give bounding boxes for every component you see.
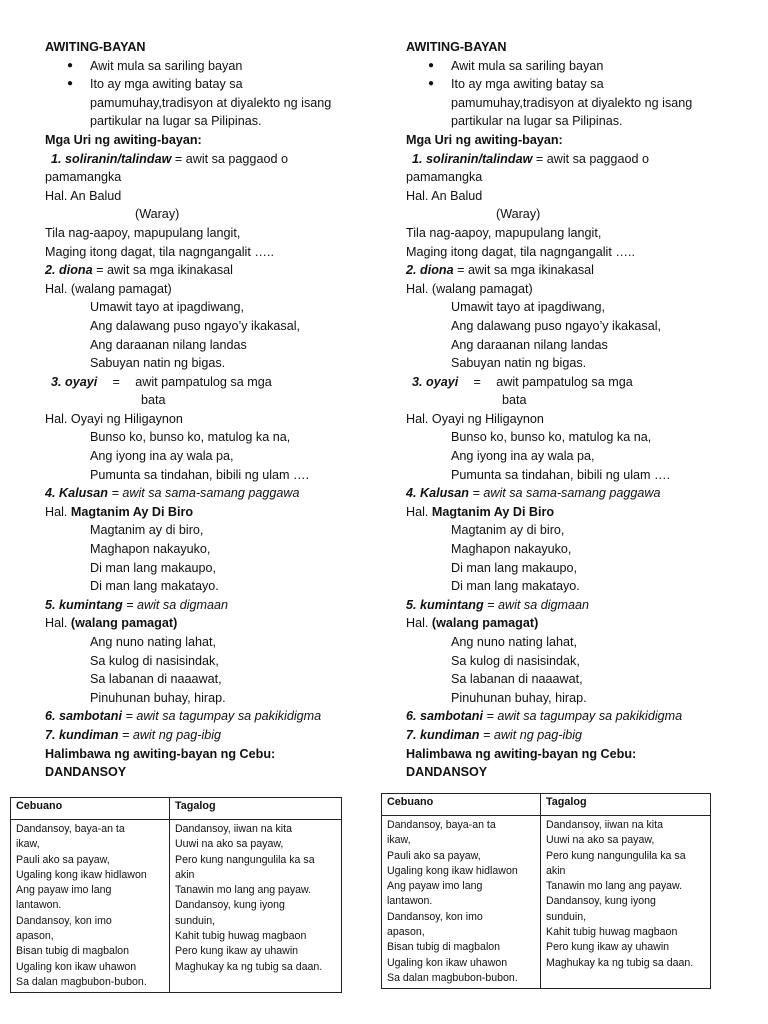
type-2-lyrics bbox=[45, 298, 385, 372]
song-table bbox=[381, 793, 711, 989]
lyric-line: Ang daraanan nilang landas bbox=[90, 337, 247, 352]
table-cell-line: Pauli ako sa payaw, bbox=[16, 853, 110, 866]
type-1-def-cont: pamamangka bbox=[406, 170, 483, 185]
type-1-example: Hal. An Balud bbox=[406, 188, 483, 203]
tagalog-lyrics-cell bbox=[541, 816, 711, 989]
table-cell-line: Dandansoy, kung iyong bbox=[175, 899, 285, 912]
type-2-lyrics bbox=[406, 298, 746, 372]
lyric-line: Sa labanan di naaawat, bbox=[451, 672, 583, 687]
type-4-example: Hal. Magtanim Ay Di Biro bbox=[45, 504, 194, 519]
table-cell-line: Ugaling kong ikaw hidlawon bbox=[16, 868, 147, 881]
table-cell-line: Dandansoy, iiwan na kita bbox=[175, 823, 292, 835]
lyric-line: Di man lang makatayo. bbox=[451, 579, 580, 594]
table-cell-line: sunduin, bbox=[175, 914, 216, 927]
table-cell-line: ikaw, bbox=[16, 838, 40, 851]
lyric-line: Tila nag-aapoy, mapupulang langit, bbox=[45, 225, 241, 240]
type-3-example: Hal. Oyayi ng Hiligaynon bbox=[406, 411, 544, 426]
lyric-line: Di man lang makaupo, bbox=[90, 560, 217, 575]
type-5-lyrics bbox=[406, 633, 746, 707]
type-6: 6. sambotani = awit sa tagumpay sa pakikidigma bbox=[406, 709, 683, 724]
lyric-line: Sabuyan natin ng bigas. bbox=[451, 356, 587, 371]
table-cell-line: apason, bbox=[387, 926, 425, 939]
lyric-line: Maghapon nakayuko, bbox=[90, 542, 211, 557]
type-4-lyrics bbox=[406, 521, 746, 595]
table-cell-line: Uuwi na ako sa payaw, bbox=[546, 834, 655, 847]
song-title: DANDANSOY bbox=[406, 765, 488, 780]
table-cell-line: akin bbox=[546, 864, 566, 877]
bullet-icon: ● bbox=[67, 59, 74, 71]
table-cell-line: Ang payaw imo lang bbox=[16, 884, 112, 897]
table-cell-line: Ugaling kon ikaw uhawon bbox=[16, 960, 137, 973]
table-cell-line: Tanawin mo lang ang payaw. bbox=[546, 880, 683, 893]
lyric-line: Sa labanan di naaawat, bbox=[90, 672, 222, 687]
type-4: 4. Kalusan = awit sa sama-samang paggawa bbox=[406, 486, 661, 501]
table-cell-line: Pero kung nangungulila ka sa bbox=[175, 853, 315, 866]
table-cell-line: Maghukay ka ng tubig sa daan. bbox=[546, 956, 694, 969]
doc-title: AWITING-BAYAN bbox=[45, 40, 146, 54]
type-1-def-cont: pamamangka bbox=[45, 170, 122, 185]
type-3-lyrics bbox=[45, 428, 385, 484]
cebuano-lyrics-cell bbox=[11, 820, 170, 993]
lyric-line: Tila nag-aapoy, mapupulang langit, bbox=[406, 225, 602, 240]
lyric-line: Ang nuno nating lahat, bbox=[90, 635, 217, 649]
type-2: 2. diona = awit sa mga ikinakasal bbox=[406, 263, 594, 278]
type-5: 5. kumintang = awit sa digmaan bbox=[45, 597, 229, 612]
header-tagalog: Tagalog bbox=[541, 794, 711, 816]
lyric-line: Magtanim ay di biro, bbox=[90, 523, 204, 538]
bullet-icon: ● bbox=[67, 78, 74, 90]
lyric-line: Sabuyan natin ng bigas. bbox=[90, 356, 226, 371]
lyric-line: Ang daraanan nilang landas bbox=[451, 337, 608, 352]
type-6: 6. sambotani = awit sa tagumpay sa pakikidigma bbox=[45, 709, 322, 724]
lyric-line: Pinuhunan buhay, hirap. bbox=[90, 690, 226, 705]
lyric-line: Ang dalawang puso ngayo’y ikakasal, bbox=[90, 318, 301, 333]
cebuano-lyrics-cell bbox=[382, 816, 541, 989]
header-cebuano: Cebuano bbox=[382, 794, 541, 816]
table-cell-line: Sa dalan magbubon-bubon. bbox=[16, 975, 147, 988]
type-4-lyrics bbox=[45, 521, 385, 595]
bullet-item: ● Ito ay mga awiting batay sa bbox=[406, 75, 746, 94]
table-cell-line: Ugaling kon ikaw uhawon bbox=[387, 956, 508, 969]
cebu-heading: Halimbawa ng awiting-bayan ng Cebu: bbox=[45, 746, 276, 761]
lyric-line: Ang iyong ina ay wala pa, bbox=[451, 449, 595, 464]
bullet-icon: ● bbox=[428, 78, 435, 90]
lyric-line: Di man lang makaupo, bbox=[451, 560, 578, 575]
header-tagalog: Tagalog bbox=[170, 798, 342, 820]
table-cell-line: Dandansoy, kon imo bbox=[387, 910, 483, 923]
table-row bbox=[11, 820, 342, 993]
lyric-line: Ang nuno nating lahat, bbox=[451, 635, 578, 649]
table-cell-line: Bisan tubig di magbalon bbox=[387, 941, 501, 954]
table-cell-line: Sa dalan magbubon-bubon. bbox=[387, 971, 518, 984]
type-3-def-cont: bata bbox=[502, 393, 527, 408]
table-cell-line: Pero kung nangungulila ka sa bbox=[546, 849, 686, 862]
bullet-continuation: partikular na lugar sa Pilipinas. bbox=[90, 114, 262, 129]
type-4: 4. Kalusan = awit sa sama-samang paggawa bbox=[45, 486, 300, 501]
type-1-language: (Waray) bbox=[496, 207, 541, 222]
type-3: 3. oyayi = awit pampatulog sa mga bbox=[412, 374, 633, 389]
bullet-continuation: partikular na lugar sa Pilipinas. bbox=[451, 114, 623, 129]
type-3-lyrics bbox=[406, 428, 746, 484]
table-cell-line: Dandansoy, kung iyong bbox=[546, 895, 656, 908]
table-cell-line: Dandansoy, iiwan na kita bbox=[546, 819, 663, 831]
type-7: 7. kundiman = awit ng pag-ibig bbox=[45, 727, 222, 742]
table-header-row bbox=[382, 794, 711, 816]
type-2-example: Hal. (walang pamagat) bbox=[45, 281, 172, 296]
table-cell-line: Kahit tubig huwag magbaon bbox=[175, 930, 307, 943]
bullet-icon: ● bbox=[428, 59, 435, 71]
table-cell-line: Ang payaw imo lang bbox=[387, 880, 483, 893]
lyric-line: Sa kulog di nasisindak, bbox=[90, 653, 219, 668]
table-cell-line: akin bbox=[175, 868, 195, 881]
bullet-item: ● Ito ay mga awiting batay sa bbox=[45, 75, 385, 94]
bullet-continuation: pamumuhay,tradisyon at diyalekto ng isang bbox=[451, 95, 693, 110]
lyric-line: Maging itong dagat, tila nagngangalit ….. bbox=[406, 244, 635, 259]
type-3: 3. oyayi = awit pampatulog sa mga bbox=[51, 374, 272, 389]
table-header-row bbox=[11, 798, 342, 820]
type-3-example: Hal. Oyayi ng Hiligaynon bbox=[45, 411, 183, 426]
table-cell-line: Pero kung ikaw ay uhawin bbox=[175, 945, 299, 958]
type-1-example: Hal. An Balud bbox=[45, 188, 122, 203]
lyric-line: Sa kulog di nasisindak, bbox=[451, 653, 580, 668]
doc-title: AWITING-BAYAN bbox=[406, 40, 507, 54]
lyric-line: Ang iyong ina ay wala pa, bbox=[90, 449, 234, 464]
lyric-line: Umawit tayo at ipagdiwang, bbox=[90, 300, 245, 315]
lyric-line: Bunso ko, bunso ko, matulog ka na, bbox=[451, 430, 652, 445]
lyric-line: Bunso ko, bunso ko, matulog ka na, bbox=[90, 430, 291, 445]
lyric-line: Maghapon nakayuko, bbox=[451, 542, 572, 557]
right-column bbox=[406, 38, 746, 782]
lyric-line: Maging itong dagat, tila nagngangalit ….. bbox=[45, 244, 274, 259]
type-1: 1. soliranin/talindaw = awit sa paggaod o bbox=[51, 151, 288, 166]
lyric-line: Di man lang makatayo. bbox=[90, 579, 219, 594]
table-cell-line: Pero kung ikaw ay uhawin bbox=[546, 941, 670, 954]
type-1-language: (Waray) bbox=[135, 207, 180, 222]
type-2: 2. diona = awit sa mga ikinakasal bbox=[45, 263, 233, 278]
table-cell-line: lantawon. bbox=[16, 899, 62, 912]
table-cell-line: Ugaling kong ikaw hidlawon bbox=[387, 864, 518, 877]
type-5-lyrics bbox=[45, 633, 385, 707]
bullet-continuation: pamumuhay,tradisyon at diyalekto ng isang bbox=[90, 95, 332, 110]
cebu-heading: Halimbawa ng awiting-bayan ng Cebu: bbox=[406, 746, 637, 761]
type-1: 1. soliranin/talindaw = awit sa paggaod o bbox=[412, 151, 649, 166]
song-table bbox=[10, 797, 342, 993]
table-cell-line: Dandansoy, kon imo bbox=[16, 914, 112, 927]
types-heading: Mga Uri ng awiting-bayan: bbox=[406, 132, 563, 147]
table-cell-line: Kahit tubig huwag magbaon bbox=[546, 926, 678, 939]
table-cell-line: Maghukay ka ng tubig sa daan. bbox=[175, 960, 323, 973]
lyric-line: Magtanim ay di biro, bbox=[451, 523, 565, 538]
left-column bbox=[45, 38, 385, 782]
lyric-line: Pinuhunan buhay, hirap. bbox=[451, 690, 587, 705]
table-row bbox=[382, 816, 711, 989]
table-cell-line: ikaw, bbox=[387, 834, 411, 847]
table-cell-line: lantawon. bbox=[387, 895, 433, 908]
table-cell-line: sunduin, bbox=[546, 910, 587, 923]
type-2-example: Hal. (walang pamagat) bbox=[406, 281, 533, 296]
lyric-line: Pumunta sa tindahan, bibili ng ulam …. bbox=[90, 467, 310, 482]
table-cell-line: Uuwi na ako sa payaw, bbox=[175, 838, 284, 851]
lyric-line: Pumunta sa tindahan, bibili ng ulam …. bbox=[451, 467, 671, 482]
type-5-example: Hal. (walang pamagat) bbox=[406, 616, 539, 631]
song-title: DANDANSOY bbox=[45, 765, 127, 780]
table-cell-line: Tanawin mo lang ang payaw. bbox=[175, 884, 312, 897]
table-cell-line: Dandansoy, baya-an ta bbox=[16, 823, 125, 835]
bullet-item: ● Awit mula sa sariling bayan bbox=[406, 57, 746, 76]
type-5: 5. kumintang = awit sa digmaan bbox=[406, 597, 590, 612]
bullet-item: ● Awit mula sa sariling bayan bbox=[45, 57, 385, 76]
lyric-line: Umawit tayo at ipagdiwang, bbox=[451, 300, 606, 315]
header-cebuano: Cebuano bbox=[11, 798, 170, 820]
table-cell-line: Dandansoy, baya-an ta bbox=[387, 819, 496, 831]
type-4-example: Hal. Magtanim Ay Di Biro bbox=[406, 504, 555, 519]
type-7: 7. kundiman = awit ng pag-ibig bbox=[406, 727, 583, 742]
table-cell-line: Pauli ako sa payaw, bbox=[387, 849, 481, 862]
types-heading: Mga Uri ng awiting-bayan: bbox=[45, 132, 202, 147]
tagalog-lyrics-cell bbox=[170, 820, 342, 993]
table-cell-line: apason, bbox=[16, 930, 54, 943]
lyric-line: Ang dalawang puso ngayo’y ikakasal, bbox=[451, 318, 662, 333]
type-5-example: Hal. (walang pamagat) bbox=[45, 616, 178, 631]
type-3-def-cont: bata bbox=[141, 393, 166, 408]
table-cell-line: Bisan tubig di magbalon bbox=[16, 945, 130, 958]
